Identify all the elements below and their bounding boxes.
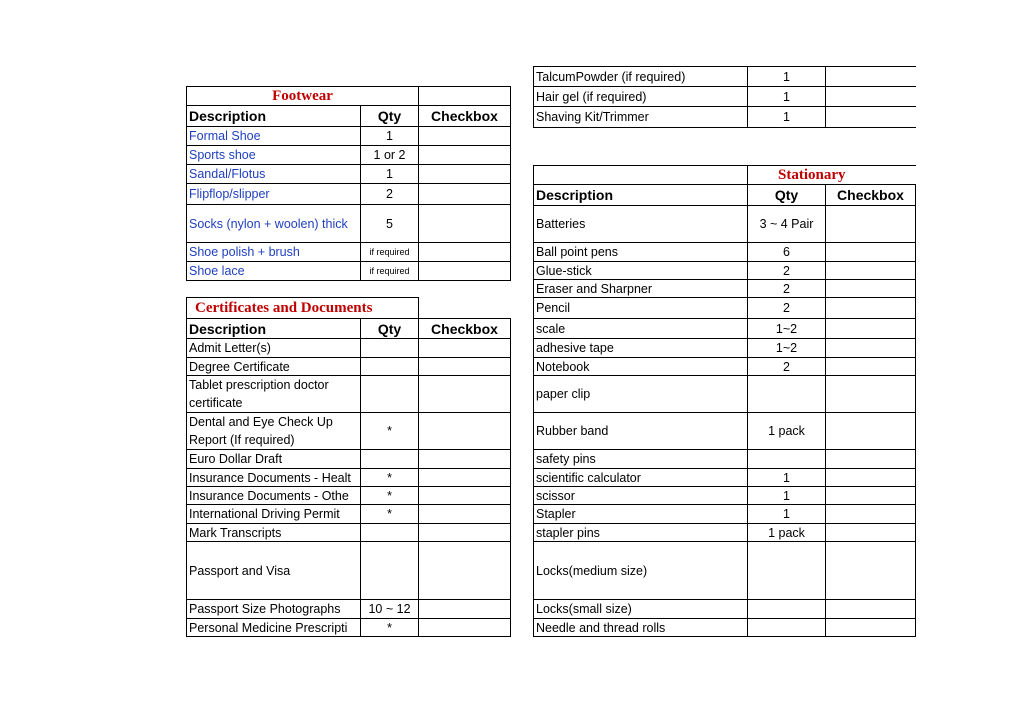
table-row (187, 450, 511, 469)
footwear-title-blank (419, 87, 511, 106)
item-description: TalcumPowder (if required) (534, 67, 748, 87)
item-checkbox[interactable] (826, 524, 916, 542)
footwear-table (186, 86, 511, 281)
item-checkbox[interactable] (419, 413, 511, 450)
stationary-title-blank-left (534, 166, 748, 185)
item-checkbox[interactable] (826, 339, 916, 358)
table-row (534, 280, 916, 298)
item-qty: 2 (748, 298, 826, 319)
certificates-header-description: Description (187, 319, 361, 339)
item-description: Notebook (534, 358, 748, 376)
item-description: Eraser and Sharpner (534, 280, 748, 298)
item-checkbox[interactable] (419, 542, 511, 600)
item-qty: 1 (748, 67, 826, 87)
item-checkbox[interactable] (826, 413, 916, 450)
stationary-header-qty: Qty (748, 185, 826, 206)
item-description: Needle and thread rolls (534, 619, 748, 637)
item-checkbox[interactable] (826, 280, 916, 298)
item-checkbox[interactable] (419, 184, 511, 205)
item-checkbox[interactable] (826, 262, 916, 280)
item-description: paper clip (534, 376, 748, 413)
table-row (534, 450, 916, 469)
item-checkbox[interactable] (826, 87, 916, 107)
item-description: scissor (534, 487, 748, 505)
footwear-header-qty: Qty (361, 106, 419, 127)
item-qty: 1 (748, 487, 826, 505)
item-qty: 1 pack (748, 413, 826, 450)
item-qty: 1 (748, 469, 826, 487)
item-qty: * (361, 413, 419, 450)
item-checkbox[interactable] (419, 205, 511, 243)
table-row (534, 206, 916, 243)
stationary-header-description: Description (534, 185, 748, 206)
table-row (187, 205, 511, 243)
item-checkbox[interactable] (419, 600, 511, 619)
item-qty: 1 (748, 505, 826, 524)
item-checkbox[interactable] (419, 469, 511, 487)
item-qty (361, 524, 419, 542)
table-row (187, 146, 511, 165)
table-row (534, 619, 916, 637)
certificates-header-qty: Qty (361, 319, 419, 339)
item-checkbox[interactable] (826, 319, 916, 339)
certificates-title-blank (419, 298, 511, 319)
item-description: Insurance Documents - Othe (187, 487, 361, 505)
item-description: Shoe lace (187, 262, 361, 281)
item-description: Dental and Eye Check Up Report (If required) (187, 413, 361, 450)
table-row (187, 262, 511, 281)
item-qty: 1 (748, 107, 826, 128)
item-description: Mark Transcripts (187, 524, 361, 542)
item-description: Shaving Kit/Trimmer (534, 107, 748, 128)
item-description: Locks(medium size) (534, 542, 748, 600)
table-row (534, 524, 916, 542)
item-qty: 2 (748, 262, 826, 280)
toiletries-table (533, 66, 916, 128)
item-qty: if required (361, 262, 419, 281)
table-row (187, 524, 511, 542)
table-row (534, 413, 916, 450)
item-checkbox[interactable] (826, 298, 916, 319)
item-qty: * (361, 505, 419, 524)
item-description: Tablet prescription doctor certificate (187, 376, 361, 413)
item-checkbox[interactable] (419, 243, 511, 262)
item-description: Locks(small size) (534, 600, 748, 619)
item-qty: 2 (748, 280, 826, 298)
item-qty (361, 339, 419, 358)
item-qty: 2 (361, 184, 419, 205)
table-row (534, 107, 916, 128)
table-row (534, 339, 916, 358)
table-row (187, 243, 511, 262)
item-qty: 5 (361, 205, 419, 243)
item-description: Euro Dollar Draft (187, 450, 361, 469)
item-qty: 2 (748, 358, 826, 376)
item-description: stapler pins (534, 524, 748, 542)
item-qty (361, 376, 419, 413)
item-description: Insurance Documents - Healt (187, 469, 361, 487)
table-row (534, 67, 916, 87)
table-row (187, 165, 511, 184)
footwear-header-checkbox: Checkbox (419, 106, 511, 127)
item-qty: if required (361, 243, 419, 262)
table-row (187, 505, 511, 524)
item-checkbox[interactable] (826, 107, 916, 128)
table-row (534, 542, 916, 600)
table-row (187, 619, 511, 637)
item-checkbox[interactable] (826, 206, 916, 243)
item-description: International Driving Permit (187, 505, 361, 524)
item-checkbox[interactable] (419, 487, 511, 505)
item-checkbox[interactable] (419, 339, 511, 358)
item-description: Personal Medicine Prescripti (187, 619, 361, 637)
table-row (534, 262, 916, 280)
item-qty: * (361, 469, 419, 487)
stationary-table (533, 165, 916, 637)
item-qty: 1 (361, 165, 419, 184)
item-checkbox[interactable] (419, 524, 511, 542)
item-checkbox[interactable] (826, 542, 916, 600)
stationary-title: Stationary (748, 166, 916, 185)
item-checkbox[interactable] (419, 262, 511, 281)
item-qty: 1~2 (748, 319, 826, 339)
item-checkbox[interactable] (826, 619, 916, 637)
item-qty: * (361, 619, 419, 637)
table-row (187, 339, 511, 358)
table-row (187, 413, 511, 450)
item-qty (748, 542, 826, 600)
table-row (534, 376, 916, 413)
item-description: Glue-stick (534, 262, 748, 280)
table-row (534, 358, 916, 376)
item-checkbox[interactable] (826, 376, 916, 413)
item-checkbox[interactable] (826, 505, 916, 524)
item-checkbox[interactable] (826, 600, 916, 619)
table-row (534, 243, 916, 262)
item-checkbox[interactable] (419, 619, 511, 637)
table-row (187, 127, 511, 146)
item-description: Flipflop/slipper (187, 184, 361, 205)
item-checkbox[interactable] (419, 146, 511, 165)
certificates-title: Certificates and Documents (187, 298, 419, 319)
item-qty (748, 600, 826, 619)
table-row (187, 487, 511, 505)
item-description: Ball point pens (534, 243, 748, 262)
item-description: Hair gel (if required) (534, 87, 748, 107)
table-row (187, 600, 511, 619)
item-description: Shoe polish + brush (187, 243, 361, 262)
item-checkbox[interactable] (826, 469, 916, 487)
item-qty: * (361, 487, 419, 505)
item-qty: 1~2 (748, 339, 826, 358)
table-row (534, 505, 916, 524)
item-description: safety pins (534, 450, 748, 469)
item-description: Sports shoe (187, 146, 361, 165)
item-checkbox[interactable] (419, 376, 511, 413)
item-checkbox[interactable] (826, 358, 916, 376)
table-row (187, 542, 511, 600)
item-checkbox[interactable] (826, 487, 916, 505)
item-qty (361, 358, 419, 376)
item-description: adhesive tape (534, 339, 748, 358)
item-qty: 1 (748, 87, 826, 107)
item-description: Degree Certificate (187, 358, 361, 376)
item-qty (748, 376, 826, 413)
table-row (534, 487, 916, 505)
table-row (534, 298, 916, 319)
item-description: Formal Shoe (187, 127, 361, 146)
item-checkbox[interactable] (419, 358, 511, 376)
table-row (187, 376, 511, 413)
footwear-header-description: Description (187, 106, 361, 127)
item-description: Batteries (534, 206, 748, 243)
item-checkbox[interactable] (419, 505, 511, 524)
item-qty: 1 or 2 (361, 146, 419, 165)
item-checkbox[interactable] (826, 67, 916, 87)
item-description: Sandal/Flotus (187, 165, 361, 184)
table-row (534, 469, 916, 487)
item-checkbox[interactable] (826, 450, 916, 469)
item-description: Pencil (534, 298, 748, 319)
item-qty: 3 ~ 4 Pair (748, 206, 826, 243)
item-qty (361, 542, 419, 600)
item-qty: 6 (748, 243, 826, 262)
item-qty: 10 ~ 12 (361, 600, 419, 619)
item-checkbox[interactable] (826, 243, 916, 262)
table-row (187, 469, 511, 487)
certificates-table (186, 297, 511, 637)
item-description: Stapler (534, 505, 748, 524)
stationary-header-checkbox: Checkbox (826, 185, 916, 206)
table-row (534, 87, 916, 107)
item-description: scale (534, 319, 748, 339)
item-qty: 1 pack (748, 524, 826, 542)
item-description: Passport and Visa (187, 542, 361, 600)
item-description: Rubber band (534, 413, 748, 450)
table-row (534, 600, 916, 619)
table-row (187, 184, 511, 205)
item-qty: 1 (361, 127, 419, 146)
item-qty (748, 450, 826, 469)
item-description: Passport Size Photographs (187, 600, 361, 619)
table-row (534, 319, 916, 339)
table-row (187, 358, 511, 376)
item-checkbox[interactable] (419, 450, 511, 469)
footwear-title: Footwear (187, 87, 419, 106)
item-checkbox[interactable] (419, 127, 511, 146)
certificates-header-checkbox: Checkbox (419, 319, 511, 339)
item-description: Admit Letter(s) (187, 339, 361, 358)
item-qty (748, 619, 826, 637)
item-qty (361, 450, 419, 469)
item-description: Socks (nylon + woolen) thick (187, 205, 361, 243)
item-checkbox[interactable] (419, 165, 511, 184)
item-description: scientific calculator (534, 469, 748, 487)
